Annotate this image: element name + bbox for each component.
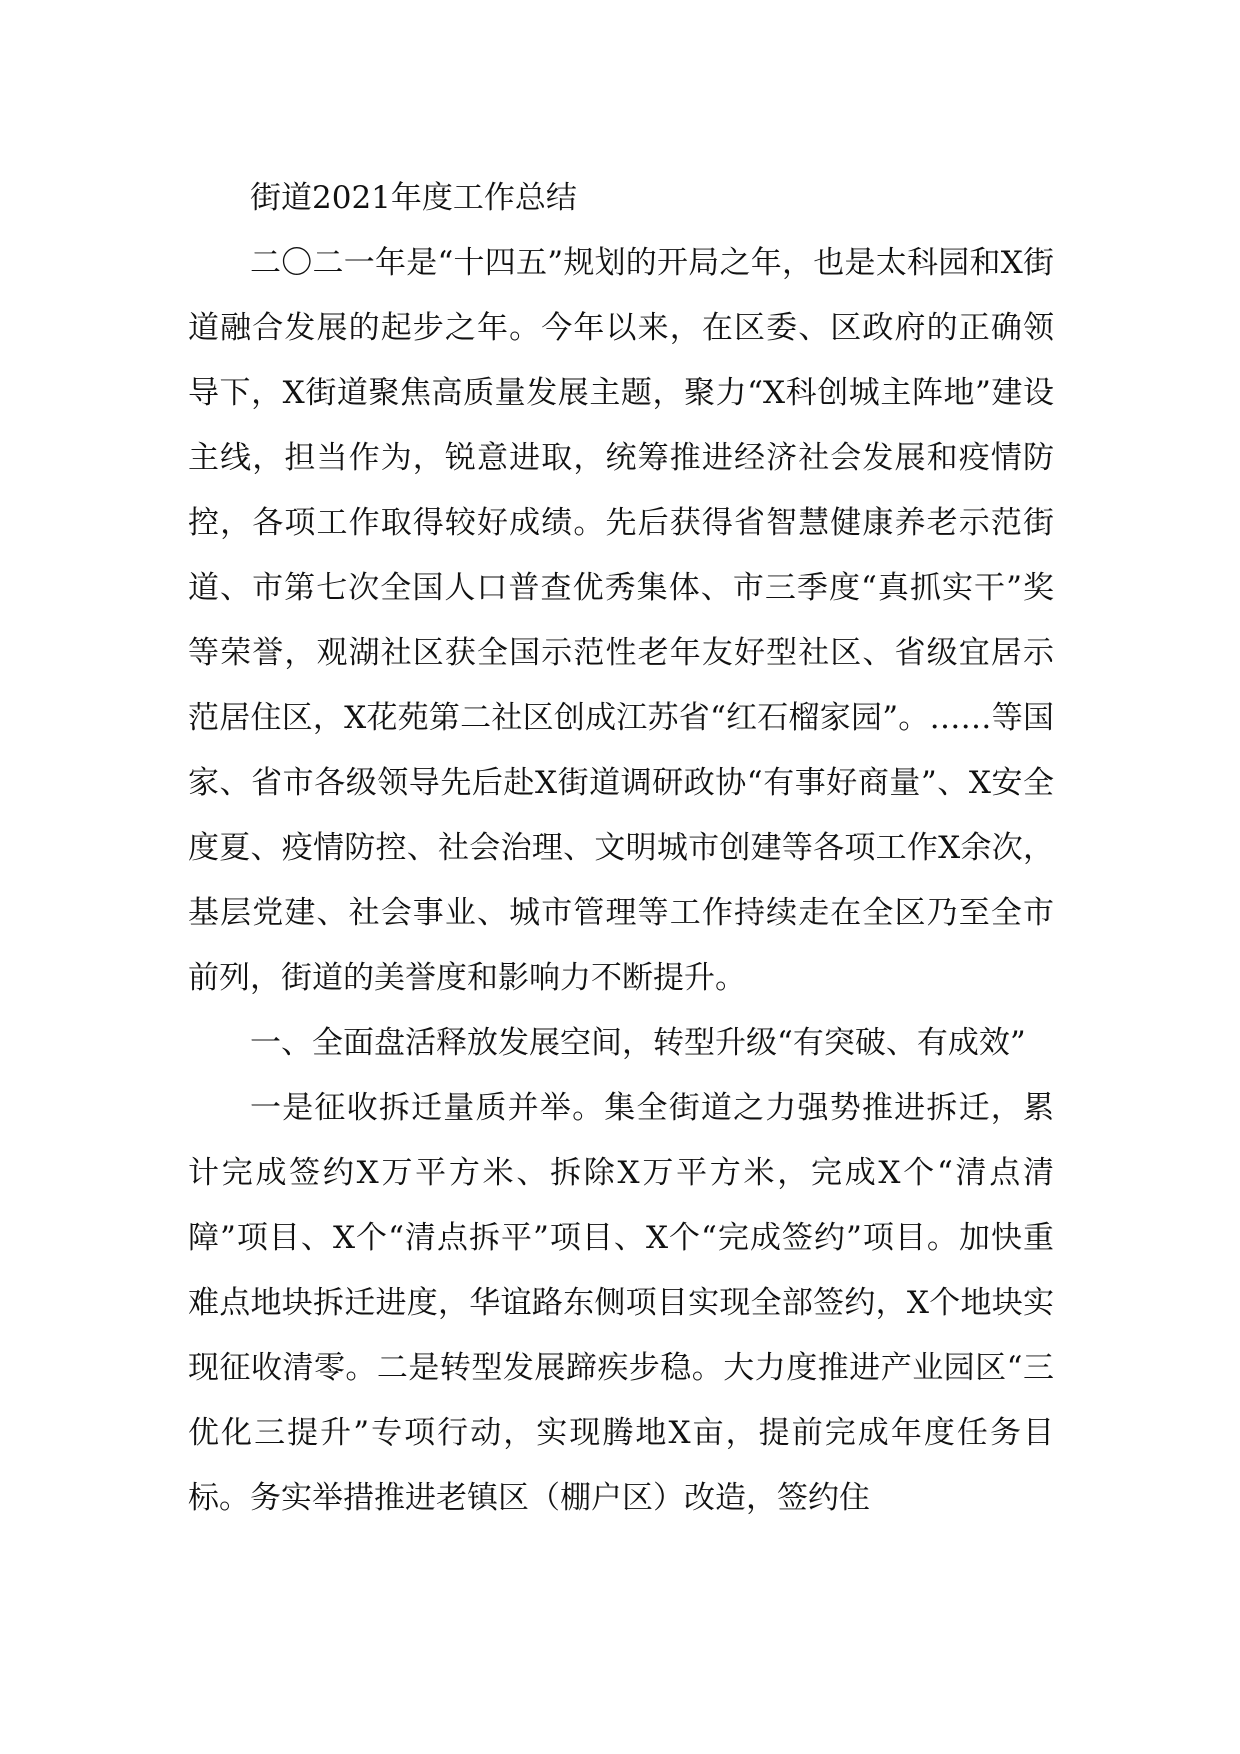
document-body [188,166,1054,1531]
paragraph-section-one: 一是征收拆迁量质并举。集全街道之力强势推进拆迁，累计完成签约X万平方米、拆除X万平方米，完成X个“清点清障”项目、X个“清点拆平”项目、X个“完成签约”项目。加快重难点地块拆迁进度，华谊路东侧项目实现全部签约，X个地块实现征收清零。二是转型发展蹄疾步稳。大力度推进产业园区“三优化三提升”专项行动，实现腾地X亩，提前完成年度任务目标。务实举措推进老镇区（棚户区）改造，签约住 [188,1090,1054,1516]
paragraph-intro: 二〇二一年是“十四五”规划的开局之年，也是太科园和X街道融合发展的起步之年。今年以来，在区委、区政府的正确领导下，X街道聚焦高质量发展主题，聚力“X科创城主阵地”建设主线，担当作为，锐意进取，统筹推进经济社会发展和疫情防控，各项工作取得较好成绩。先后获得省智慧健康养老示范街道、市第七次全国人口普查优秀集体、市三季度“真抓实干”奖等荣誉，观湖社区获全国示范性老年友好型社区、省级宜居示范居住区，X花苑第二社区创成江苏省“红石榴家园”。……等国家、省市各级领导先后赴X街道调研政协“有事好商量”、X安全度夏、疫情防控、社会治理、文明城市创建等各项工作X余次，基层党建、社会事业、城市管理等工作持续走在全区乃至全市前列，街道的美誉度和影响力不断提升。 [188,245,1054,996]
section-heading-one: 一、全面盘活释放发展空间，转型升级“有突破、有成效” [250,1025,1026,1061]
document-title: 街道2021年度工作总结 [250,180,577,216]
